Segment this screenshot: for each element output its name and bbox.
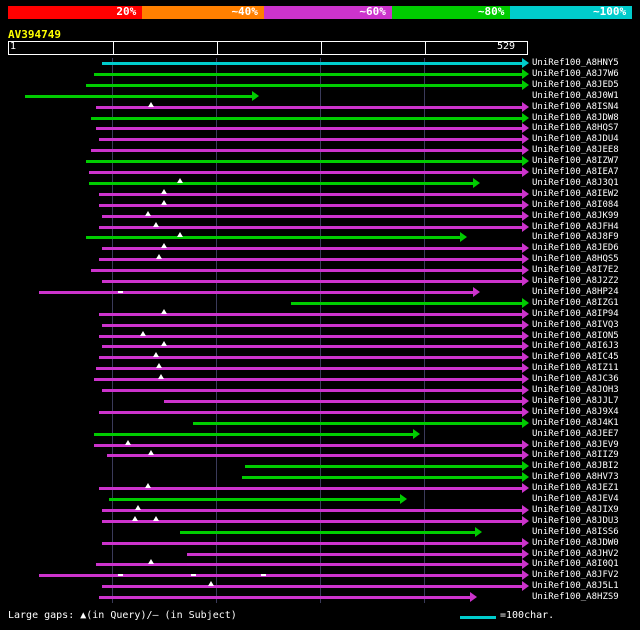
- hit-bar[interactable]: [291, 302, 522, 305]
- hit-label[interactable]: UniRef100_A8IP94: [532, 308, 619, 319]
- hit-bar[interactable]: [102, 389, 522, 392]
- hit-arrow-icon: [400, 494, 407, 504]
- hit-row[interactable]: [8, 113, 528, 124]
- hit-label[interactable]: UniRef100_A8IIZ9: [532, 450, 619, 461]
- hit-label[interactable]: UniRef100_A8IZ11: [532, 363, 619, 374]
- hit-arrow-icon: [522, 363, 529, 373]
- hit-label[interactable]: UniRef100_A8J3Q1: [532, 177, 619, 188]
- hit-label[interactable]: UniRef100_A8ION5: [532, 330, 619, 341]
- hit-label[interactable]: UniRef100_A8JEE8: [532, 145, 619, 156]
- hit-row[interactable]: [8, 145, 528, 156]
- hit-bar[interactable]: [102, 585, 522, 588]
- query-gap-triangle-icon: [177, 178, 183, 183]
- hit-label[interactable]: UniRef100_A8JBI2: [532, 461, 619, 472]
- hit-row[interactable]: [8, 200, 528, 211]
- hit-arrow-icon: [522, 341, 529, 351]
- hit-bar[interactable]: [102, 62, 522, 65]
- hit-label[interactable]: UniRef100_A8JOH3: [532, 385, 619, 395]
- hit-arrow-icon: [522, 440, 529, 450]
- hit-label[interactable]: UniRef100_A8JDU3: [532, 515, 619, 526]
- hit-label[interactable]: UniRef100_A8JED6: [532, 243, 619, 254]
- hit-label[interactable]: UniRef100_A8JEV4: [532, 494, 619, 504]
- hit-bar[interactable]: [107, 454, 522, 457]
- hit-bar[interactable]: [96, 563, 522, 566]
- hit-label[interactable]: UniRef100_A8JDU4: [532, 134, 619, 145]
- hit-bar[interactable]: [91, 269, 522, 272]
- hit-arrow-icon: [522, 58, 529, 68]
- hit-row[interactable]: [8, 331, 528, 342]
- hit-row[interactable]: [8, 134, 528, 145]
- hit-bar[interactable]: [164, 400, 522, 403]
- hit-arrow-icon: [522, 559, 529, 569]
- hit-label[interactable]: UniRef100_A8ISS6: [532, 526, 619, 537]
- hit-arrow-icon: [470, 592, 477, 602]
- subject-gap-dash-icon: [261, 574, 266, 576]
- hit-row[interactable]: [8, 385, 528, 396]
- hit-row[interactable]: [8, 102, 528, 113]
- hit-bar[interactable]: [180, 531, 476, 534]
- hit-arrow-icon: [522, 352, 529, 362]
- hit-label[interactable]: UniRef100_A8IEA7: [532, 167, 619, 177]
- ruler-tick-2: [217, 42, 218, 54]
- hit-arrow-icon: [252, 91, 259, 101]
- hit-row[interactable]: [8, 222, 528, 233]
- hit-labels-column: [532, 58, 638, 603]
- hit-label[interactable]: UniRef100_A8J0W1: [532, 90, 619, 101]
- query-gap-triangle-icon: [148, 450, 154, 455]
- query-gap-triangle-icon: [125, 440, 131, 445]
- hit-arrow-icon: [522, 69, 529, 79]
- hit-arrow-icon: [522, 516, 529, 526]
- hit-arrow-icon: [522, 102, 529, 112]
- hit-arrow-icon: [460, 232, 467, 242]
- hit-label[interactable]: UniRef100_A8J2Z2: [532, 276, 619, 286]
- query-gap-triangle-icon: [145, 211, 151, 216]
- hit-row[interactable]: [8, 549, 528, 560]
- hit-label[interactable]: UniRef100_A8I7E2: [532, 265, 619, 276]
- hit-arrow-icon: [522, 331, 529, 341]
- hit-label[interactable]: UniRef100_A8JDW0: [532, 537, 619, 548]
- hit-row[interactable]: [8, 472, 528, 483]
- hit-row[interactable]: [8, 440, 528, 451]
- hit-bar[interactable]: [102, 324, 522, 327]
- hit-label[interactable]: UniRef100_A8JC36: [532, 374, 619, 385]
- hit-label[interactable]: UniRef100_A8IZW7: [532, 156, 619, 167]
- ruler-start-label: 1: [10, 41, 17, 52]
- hit-bar[interactable]: [86, 236, 460, 239]
- hit-arrow-icon: [522, 472, 529, 482]
- hit-label[interactable]: UniRef100_A8I084: [532, 199, 619, 210]
- hit-arrow-icon: [522, 123, 529, 133]
- hit-arrow-icon: [522, 243, 529, 253]
- hit-arrow-icon: [522, 167, 529, 177]
- hit-arrow-icon: [522, 396, 529, 406]
- hit-bar[interactable]: [89, 171, 522, 174]
- query-gap-triangle-icon: [153, 222, 159, 227]
- hit-row[interactable]: [8, 538, 528, 549]
- hit-row[interactable]: [8, 407, 528, 418]
- hit-bar[interactable]: [99, 335, 522, 338]
- query-gap-triangle-icon: [145, 483, 151, 488]
- hit-row[interactable]: [8, 156, 528, 167]
- hit-bar[interactable]: [99, 487, 522, 490]
- query-name: AV394749: [8, 28, 61, 41]
- hit-bar[interactable]: [99, 356, 522, 359]
- hit-label[interactable]: UniRef100_A8JED5: [532, 79, 619, 90]
- hit-arrow-icon: [522, 538, 529, 548]
- hit-bar[interactable]: [96, 127, 522, 130]
- hit-row[interactable]: [8, 211, 528, 222]
- hit-arrow-icon: [522, 407, 529, 417]
- legend-label-1: ~40%: [231, 5, 258, 18]
- hit-row[interactable]: [8, 418, 528, 429]
- hit-label[interactable]: UniRef100_A8JFV2: [532, 570, 619, 581]
- hit-label[interactable]: UniRef100_A8IZG1: [532, 297, 619, 308]
- hit-arrow-icon: [522, 276, 529, 286]
- hit-row[interactable]: [8, 58, 528, 69]
- query-gap-triangle-icon: [148, 559, 154, 564]
- hit-bar[interactable]: [102, 280, 522, 283]
- hit-row[interactable]: [8, 232, 528, 243]
- query-gap-triangle-icon: [132, 516, 138, 521]
- hit-row[interactable]: [8, 309, 528, 320]
- hit-arrow-icon: [522, 200, 529, 210]
- hit-row[interactable]: [8, 559, 528, 570]
- hit-label[interactable]: UniRef100_A8J8F9: [532, 232, 619, 243]
- hit-row[interactable]: [8, 527, 528, 538]
- hit-arrow-icon: [473, 287, 480, 297]
- hit-arrow-icon: [522, 418, 529, 428]
- hit-arrow-icon: [522, 374, 529, 384]
- hit-row[interactable]: [8, 450, 528, 461]
- hit-arrow-icon: [522, 549, 529, 559]
- hit-row[interactable]: [8, 167, 528, 178]
- hit-label[interactable]: UniRef100_A8J5L1: [532, 581, 619, 592]
- hit-arrow-icon: [475, 527, 482, 537]
- hit-bar[interactable]: [94, 73, 522, 76]
- hit-row[interactable]: [8, 429, 528, 440]
- hit-row[interactable]: [8, 505, 528, 516]
- hit-arrow-icon: [522, 483, 529, 493]
- hit-arrow-icon: [522, 461, 529, 471]
- scale-bar-icon: [460, 616, 496, 619]
- hit-row[interactable]: [8, 570, 528, 581]
- legend-label-4: ~100%: [593, 5, 627, 18]
- ruler-tick-1: [113, 42, 114, 54]
- hit-arrow-icon: [522, 570, 529, 580]
- alignment-plot: [8, 58, 528, 603]
- query-gap-triangle-icon: [156, 254, 162, 259]
- hit-arrow-icon: [522, 80, 529, 90]
- query-gap-triangle-icon: [135, 505, 141, 510]
- query-gap-triangle-icon: [161, 309, 167, 314]
- query-gap-triangle-icon: [161, 189, 167, 194]
- hit-label[interactable]: UniRef100_A8J4K1: [532, 417, 619, 428]
- hit-bar[interactable]: [245, 465, 522, 468]
- query-gap-triangle-icon: [161, 200, 167, 205]
- hit-label[interactable]: UniRef100_A8ISN4: [532, 101, 619, 112]
- legend-label-0: 20%: [116, 5, 137, 18]
- hit-bar[interactable]: [102, 215, 522, 218]
- hit-bar[interactable]: [96, 106, 522, 109]
- hit-label[interactable]: UniRef100_A8JJL7: [532, 395, 619, 406]
- hit-arrow-icon: [522, 581, 529, 591]
- footer: [8, 609, 632, 625]
- hit-bar[interactable]: [94, 444, 522, 447]
- subject-gap-dash-icon: [118, 291, 123, 293]
- hit-row[interactable]: [8, 363, 528, 374]
- query-gap-triangle-icon: [161, 341, 167, 346]
- hit-row[interactable]: [8, 80, 528, 91]
- hit-row[interactable]: [8, 592, 528, 603]
- hit-bar[interactable]: [86, 84, 522, 87]
- hit-label[interactable]: UniRef100_A8JIX9: [532, 504, 619, 515]
- hit-arrow-icon: [522, 320, 529, 330]
- hit-label[interactable]: UniRef100_A8HP24: [532, 286, 619, 297]
- hit-bar[interactable]: [99, 596, 470, 599]
- hit-bar[interactable]: [242, 476, 522, 479]
- identity-legend: [8, 6, 632, 26]
- ruler-end-label: 529: [497, 41, 516, 52]
- hit-label[interactable]: UniRef100_A8JFH4: [532, 221, 619, 232]
- query-gap-triangle-icon: [153, 352, 159, 357]
- hit-arrow-icon: [522, 113, 529, 123]
- hit-row[interactable]: [8, 178, 528, 189]
- hit-row[interactable]: [8, 483, 528, 494]
- hit-bar[interactable]: [193, 422, 522, 425]
- hit-row[interactable]: [8, 341, 528, 352]
- hit-bar[interactable]: [102, 542, 522, 545]
- hit-arrow-icon: [522, 156, 529, 166]
- hit-label[interactable]: UniRef100_A8I6J3: [532, 341, 619, 352]
- hit-label[interactable]: UniRef100_A8JEZ1: [532, 483, 619, 494]
- hit-label[interactable]: UniRef100_A8I0Q1: [532, 559, 619, 570]
- ruler-tick-3: [321, 42, 322, 54]
- subject-gap-dash-icon: [191, 574, 196, 576]
- hit-row[interactable]: [8, 581, 528, 592]
- hit-label[interactable]: UniRef100_A8IC45: [532, 352, 619, 363]
- hit-row[interactable]: [8, 298, 528, 309]
- legend-label-2: ~60%: [359, 5, 386, 18]
- query-ruler: [8, 41, 528, 55]
- hit-bar[interactable]: [94, 433, 413, 436]
- query-gap-triangle-icon: [208, 581, 214, 586]
- subject-gap-dash-icon: [118, 574, 123, 576]
- hit-arrow-icon: [522, 145, 529, 155]
- hit-label[interactable]: UniRef100_A8JEV9: [532, 439, 619, 450]
- hit-label[interactable]: UniRef100_A8J9X4: [532, 406, 619, 417]
- large-gaps-note: Large gaps: ▲(in Query)/– (in Subject): [8, 610, 237, 621]
- hit-row[interactable]: [8, 276, 528, 287]
- hit-bar[interactable]: [86, 160, 522, 163]
- hit-label[interactable]: UniRef100_A8HV73: [532, 472, 619, 483]
- hit-arrow-icon: [522, 134, 529, 144]
- query-gap-triangle-icon: [177, 232, 183, 237]
- hit-bar[interactable]: [102, 509, 522, 512]
- hit-arrow-icon: [473, 178, 480, 188]
- hit-arrow-icon: [522, 222, 529, 232]
- query-gap-triangle-icon: [153, 516, 159, 521]
- hit-label[interactable]: UniRef100_A8IEW2: [532, 188, 619, 199]
- hit-bar[interactable]: [99, 138, 522, 141]
- hit-row[interactable]: [8, 494, 528, 505]
- query-gap-triangle-icon: [158, 374, 164, 379]
- hit-row[interactable]: [8, 396, 528, 407]
- hit-row[interactable]: [8, 287, 528, 298]
- query-gap-triangle-icon: [161, 243, 167, 248]
- hit-row[interactable]: [8, 265, 528, 276]
- hit-arrow-icon: [522, 505, 529, 515]
- hit-label[interactable]: UniRef100_A8JDW8: [532, 112, 619, 123]
- hit-label[interactable]: UniRef100_A8HQS7: [532, 123, 619, 134]
- hit-row[interactable]: [8, 320, 528, 331]
- query-gap-triangle-icon: [156, 363, 162, 368]
- hit-arrow-icon: [522, 309, 529, 319]
- hit-row[interactable]: [8, 123, 528, 134]
- hit-row[interactable]: [8, 91, 528, 102]
- hit-bar[interactable]: [99, 258, 522, 261]
- hit-label[interactable]: UniRef100_A8JK99: [532, 210, 619, 221]
- hit-bar[interactable]: [39, 291, 472, 294]
- hit-row[interactable]: [8, 374, 528, 385]
- hit-label[interactable]: UniRef100_A8JHV2: [532, 548, 619, 559]
- hit-arrow-icon: [522, 298, 529, 308]
- hit-bar[interactable]: [91, 117, 522, 120]
- ruler-tick-4: [425, 42, 426, 54]
- hit-bar[interactable]: [102, 520, 522, 523]
- hit-bar[interactable]: [109, 498, 399, 501]
- hit-label[interactable]: UniRef100_A8HNY5: [532, 58, 619, 68]
- hit-bar[interactable]: [99, 411, 522, 414]
- hit-arrow-icon: [522, 211, 529, 221]
- scale-bar-label: =100char.: [500, 610, 555, 621]
- hit-arrow-icon: [522, 450, 529, 460]
- hit-bar[interactable]: [25, 95, 251, 98]
- hit-row[interactable]: [8, 243, 528, 254]
- hit-label[interactable]: UniRef100_A8HQS5: [532, 254, 619, 265]
- hit-row[interactable]: [8, 189, 528, 200]
- hit-arrow-icon: [522, 385, 529, 395]
- hit-label[interactable]: UniRef100_A8HZS9: [532, 592, 619, 603]
- hit-label[interactable]: UniRef100_A8J7W6: [532, 68, 619, 79]
- hit-row[interactable]: [8, 69, 528, 80]
- hit-row[interactable]: [8, 461, 528, 472]
- query-gap-triangle-icon: [148, 102, 154, 107]
- hit-arrow-icon: [522, 254, 529, 264]
- hit-bar[interactable]: [187, 553, 522, 556]
- hit-bar[interactable]: [91, 149, 522, 152]
- hit-arrow-icon: [522, 189, 529, 199]
- query-gap-triangle-icon: [140, 331, 146, 336]
- hit-row[interactable]: [8, 352, 528, 363]
- hit-bar[interactable]: [99, 226, 522, 229]
- hit-arrow-icon: [522, 265, 529, 275]
- hit-label[interactable]: UniRef100_A8JEE7: [532, 428, 619, 439]
- hit-row[interactable]: [8, 254, 528, 265]
- hit-bar[interactable]: [39, 574, 522, 577]
- hit-label[interactable]: UniRef100_A8IVQ3: [532, 319, 619, 330]
- hit-bar[interactable]: [89, 182, 473, 185]
- hit-arrow-icon: [413, 429, 420, 439]
- hit-row[interactable]: [8, 516, 528, 527]
- legend-label-3: ~80%: [477, 5, 505, 18]
